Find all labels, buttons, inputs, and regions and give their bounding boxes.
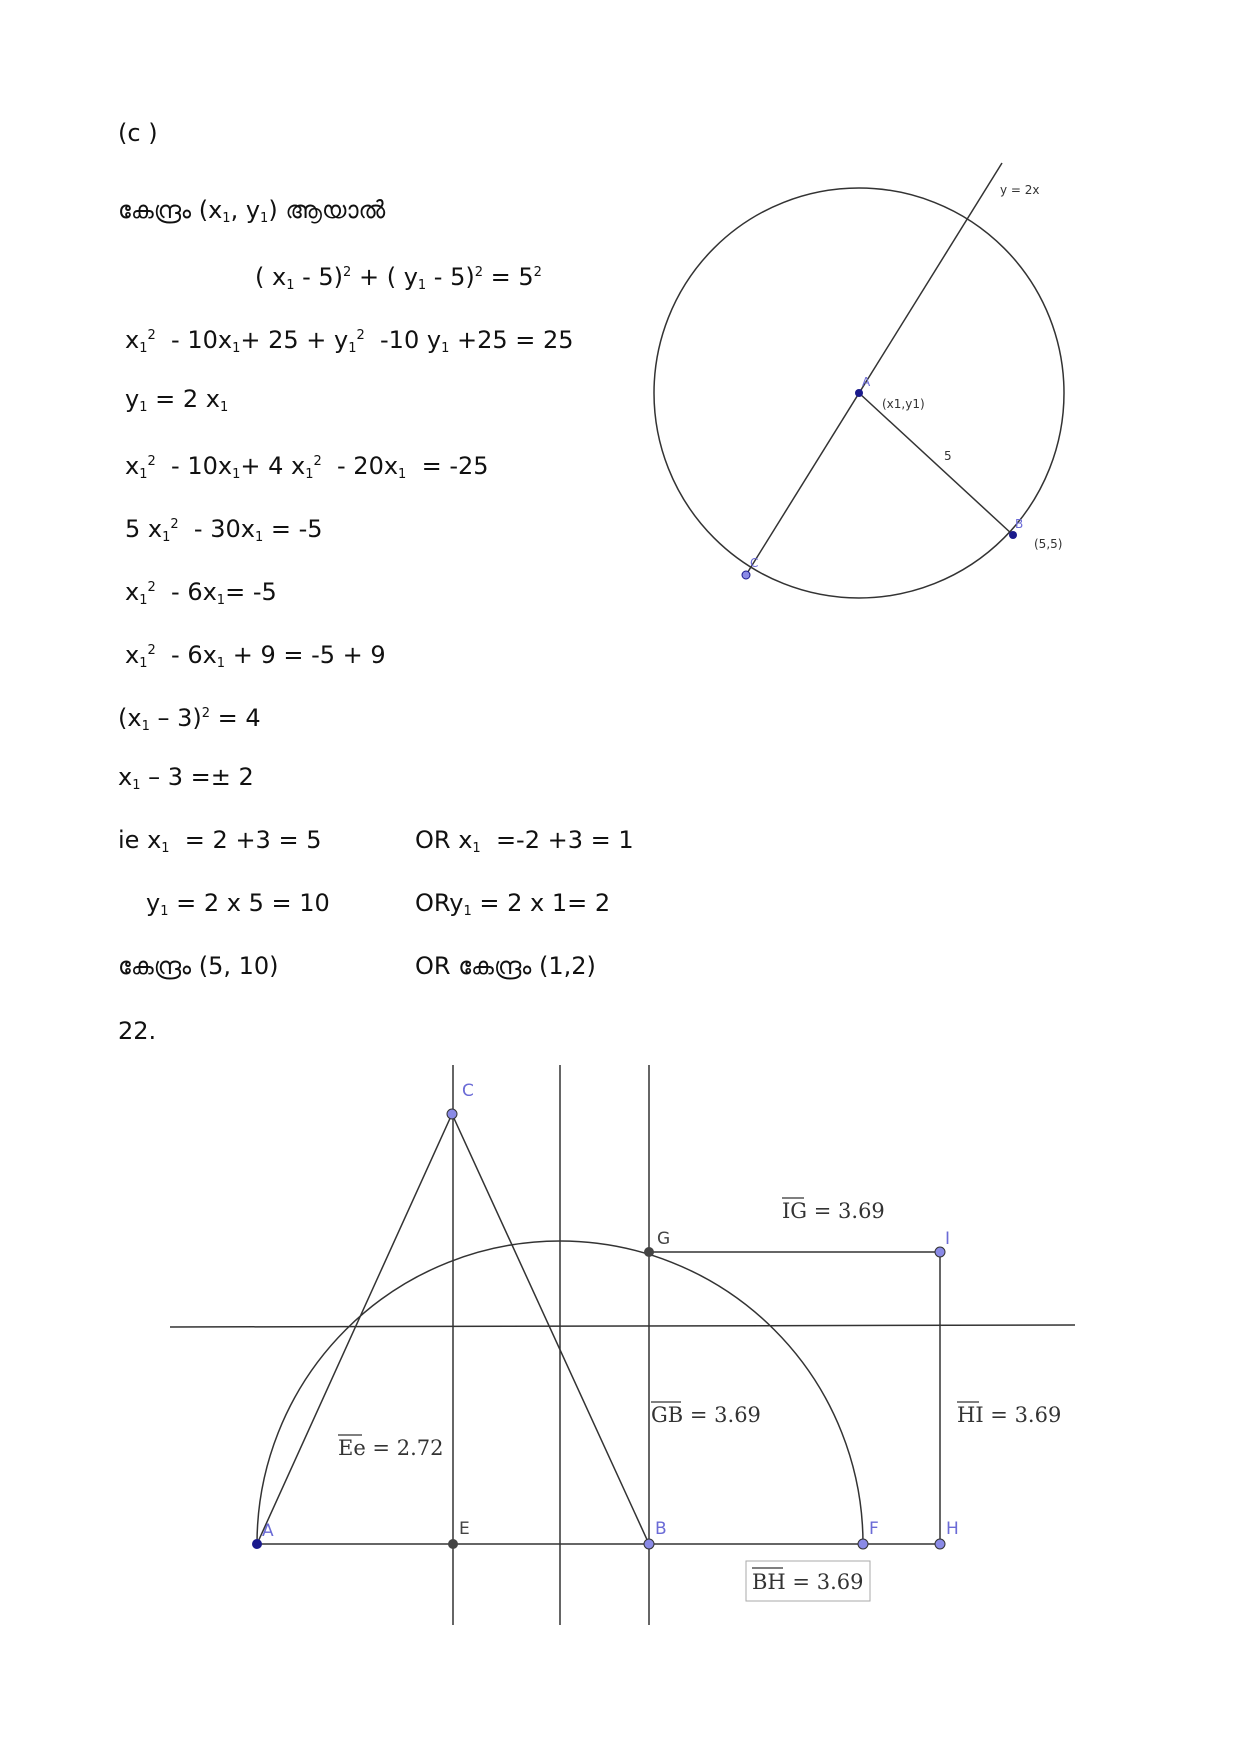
point-f bbox=[858, 1539, 868, 1549]
line-y-2x bbox=[746, 163, 1002, 575]
segment-ac bbox=[257, 1114, 452, 1544]
measure-bh-value: 3.69 bbox=[816, 1570, 864, 1594]
equation-10-right: OR $x_1 =-2 +3 = 1$ bbox=[415, 826, 634, 856]
point-h bbox=[935, 1539, 945, 1549]
equation-2: $x_1^2 - 10x_1+ 25 + y_1^2$ -10 $y_1 +25 = 25$ bbox=[125, 326, 574, 356]
equation-4: $x_1^2 - 10x_1+ 4$ $x_1^2 - 20x_1 = -25$ bbox=[125, 452, 489, 482]
measure-gb bbox=[651, 1402, 761, 1427]
point-c bbox=[742, 571, 750, 579]
point-e bbox=[448, 1539, 458, 1549]
point-g bbox=[644, 1247, 654, 1257]
equation-8: $(x_1 - 3)^2 = 4$ bbox=[118, 704, 261, 734]
result-right bbox=[415, 951, 596, 981]
label-a: A bbox=[262, 1521, 274, 1541]
measure-ig bbox=[782, 1198, 885, 1223]
point-c bbox=[447, 1109, 457, 1119]
point-c-label: C bbox=[750, 556, 759, 570]
equation-11-right: ORy$_1$ = 2 x 1= 2 bbox=[415, 889, 611, 919]
radius-label: 5 bbox=[944, 449, 952, 463]
label-g: G bbox=[657, 1229, 671, 1249]
measure-ig-value: 3.69 bbox=[838, 1199, 885, 1223]
point-a bbox=[855, 389, 863, 397]
svg-text:Ee = 2.72: Ee = 2.72 bbox=[338, 1436, 444, 1460]
circle bbox=[654, 188, 1064, 598]
section-label: (c ) bbox=[118, 119, 158, 147]
svg-text:IG = 3.69: IG = 3.69 bbox=[782, 1199, 885, 1223]
equation-5: 5 $x_1^2 - 30x_1 = -5$ bbox=[125, 515, 323, 545]
radius-ab bbox=[859, 393, 1013, 535]
equation-9: $x_1 - 3 =\pm 2$ bbox=[118, 763, 254, 793]
horizontal-line bbox=[170, 1325, 1075, 1327]
question-22-label: 22. bbox=[118, 1017, 157, 1045]
equation-11-left: $y_1 = 2$ x 5 = 10 bbox=[146, 889, 330, 919]
point-a-label: A bbox=[862, 375, 871, 389]
equation-1: ( $x_1 - 5)^2$ + ( $y_1 - 5)^2 = 5^2$ bbox=[255, 263, 542, 293]
point-b-coord: (5,5) bbox=[1034, 537, 1063, 551]
point-a bbox=[252, 1539, 262, 1549]
svg-text:HI = 3.69: HI = 3.69 bbox=[957, 1403, 1062, 1427]
result-left-value: (5, 10) bbox=[198, 952, 279, 980]
svg-text:GB = 3.69: GB = 3.69 bbox=[651, 1403, 761, 1427]
ayal-word: ആയാൽ bbox=[285, 196, 386, 224]
label-f: F bbox=[869, 1519, 879, 1539]
measure-hi-value: 3.69 bbox=[1014, 1403, 1062, 1427]
kendram-word: കേന്ദ്രം bbox=[458, 952, 532, 980]
equation-10-left: ie $x_1 = 2 +3 = 5$ bbox=[118, 826, 322, 856]
point-i bbox=[935, 1247, 945, 1257]
label-h: H bbox=[946, 1519, 959, 1539]
equation-3: $y_1 = 2$ $x_1$ bbox=[125, 385, 229, 415]
point-b bbox=[1009, 531, 1017, 539]
line-label: y = 2x bbox=[1000, 183, 1040, 197]
label-b: B bbox=[655, 1519, 667, 1539]
equation-7: $x_1^2 - 6x_1 + 9 = -5 + 9$ bbox=[125, 641, 386, 671]
result-right-value: (1,2) bbox=[538, 952, 596, 980]
point-b bbox=[644, 1539, 654, 1549]
measure-bh bbox=[746, 1561, 870, 1601]
measure-gb-value: 3.69 bbox=[714, 1403, 761, 1427]
result-left bbox=[118, 951, 279, 981]
measure-hi bbox=[957, 1402, 1061, 1427]
kendram-word: കേന്ദ്രം bbox=[118, 196, 192, 224]
kendram-word: കേന്ദ്രം bbox=[118, 952, 192, 980]
result-or: OR bbox=[415, 952, 451, 980]
segment-cb bbox=[452, 1114, 649, 1544]
center-statement: കേന്ദ്രം ($x_1$, $y_1$) ആയാൽ bbox=[118, 196, 386, 226]
label-i: I bbox=[945, 1229, 951, 1249]
semicircle bbox=[257, 1241, 863, 1544]
label-e: E bbox=[459, 1519, 470, 1539]
measure-ee-value: 2.72 bbox=[396, 1436, 444, 1460]
measure-ee bbox=[338, 1435, 443, 1460]
equation-6: $x_1^2 - 6x_1= -5$ bbox=[125, 578, 277, 608]
svg-text:BH = 3.69: BH = 3.69 bbox=[752, 1570, 864, 1594]
point-a-coord: (x1,y1) bbox=[882, 397, 925, 411]
point-b-label: B bbox=[1015, 517, 1024, 531]
label-c: C bbox=[462, 1081, 474, 1101]
